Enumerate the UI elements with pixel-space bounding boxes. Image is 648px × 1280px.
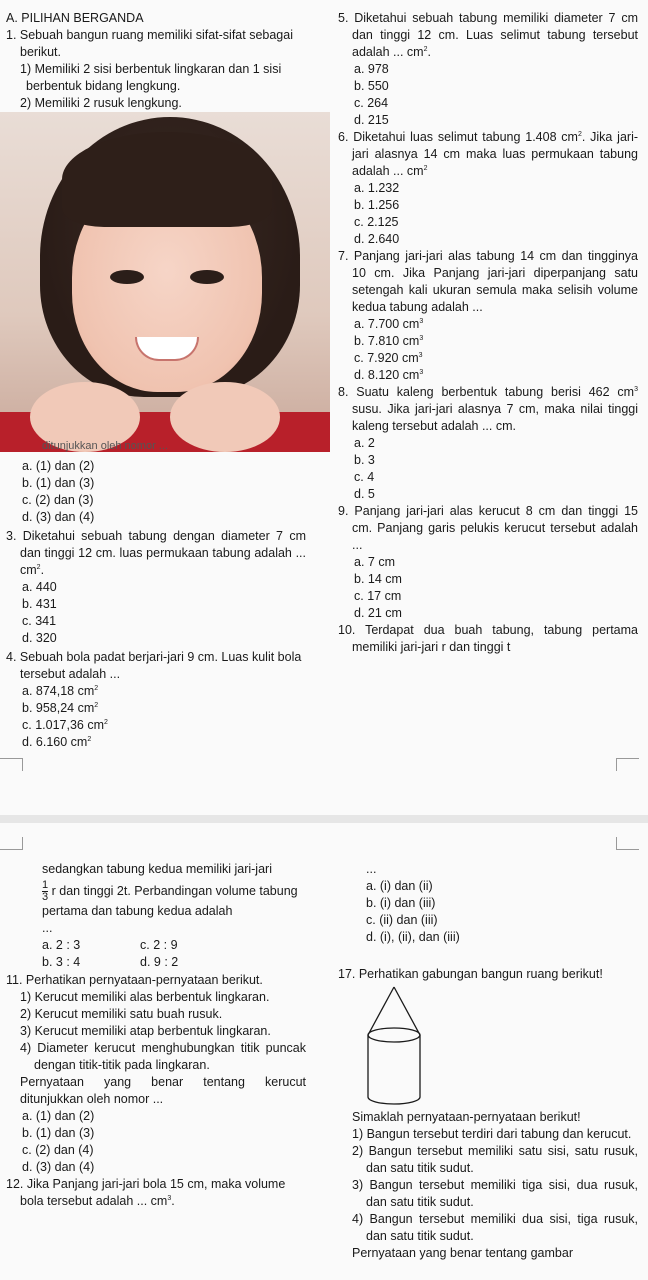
question-6-stem xyxy=(338,129,638,180)
question-1-option-c[interactable]: c. (2) dan (3) xyxy=(22,493,94,507)
q7-a-text: a. 7.700 cm xyxy=(354,317,420,331)
crop-mark-top-left xyxy=(0,837,23,850)
question-7-option-a[interactable] xyxy=(338,316,638,333)
cylinder-top-ellipse xyxy=(368,1028,420,1042)
question-7-option-d[interactable] xyxy=(338,367,638,384)
question-11-option-c[interactable]: c. (2) dan (4) xyxy=(22,1143,94,1157)
question-9-option-d[interactable]: d. 21 cm xyxy=(354,606,402,620)
question-10-option-b[interactable]: b. 3 : 4 xyxy=(42,955,81,969)
question-9-option-a[interactable]: a. 7 cm xyxy=(354,555,395,569)
question-11-stem: 11. Perhatikan pernyataan-pernyataan berikut. xyxy=(6,973,263,987)
question-4-option-b[interactable] xyxy=(6,700,306,717)
right-column xyxy=(338,10,638,656)
question-17-tail: Pernyataan yang benar tentang gambar xyxy=(352,1246,573,1260)
q5-tail: . xyxy=(427,45,431,59)
question-8-option-b[interactable]: b. 3 xyxy=(354,453,375,467)
q4-b-sup: 2 xyxy=(94,702,99,709)
question-1-stem: 1. Sebuah bangun ruang memiliki sifat-sifat sebagai berikut. xyxy=(6,28,293,59)
question-6-option-b[interactable]: b. 1.256 xyxy=(354,198,400,212)
q4-c-sup: 2 xyxy=(104,719,108,726)
question-10-option-d[interactable]: d. 9 : 2 xyxy=(140,955,179,969)
crop-mark-top-right xyxy=(616,837,639,850)
question-3-option-c[interactable]: c. 341 xyxy=(22,614,57,628)
question-5-option-a[interactable]: a. 978 xyxy=(354,62,389,76)
question-17-item-4: 4) Bangun tersebut memiliki dua sisi, tiga rusuk, dan satu titik sudut. xyxy=(352,1212,638,1243)
question-7-option-b[interactable] xyxy=(338,333,638,350)
question-5-option-c[interactable]: c. 264 xyxy=(354,96,389,110)
question-3-option-b[interactable]: b. 431 xyxy=(22,597,57,611)
page2-left-column xyxy=(6,861,306,1210)
question-1-cut-text xyxy=(42,440,342,452)
cone-on-cylinder-figure xyxy=(338,983,638,1109)
question-10-option-c[interactable]: c. 2 : 9 xyxy=(140,938,178,952)
q6-text2: . Jika jari-jari alasnya 14 cm maka luas permukaan tabung adalah ... cm xyxy=(352,130,639,178)
question-17-item-1: 1) Bangun tersebut terdiri dari tabung dan kerucut. xyxy=(352,1127,632,1141)
q4-d-sup: 2 xyxy=(87,736,92,743)
q8-text2: susu. Jika jari-jari alasnya 7 cm, maka nilai tinggi kaleng tersebut adalah ... cm. xyxy=(352,402,638,433)
question-5-option-b[interactable]: b. 550 xyxy=(354,79,389,93)
question-1-option-d[interactable]: d. (3) dan (4) xyxy=(22,510,95,524)
cut-text: ditunjukkan oleh nomor ... xyxy=(42,440,168,452)
worksheet-page-2 xyxy=(0,823,648,1280)
question-8-option-c[interactable]: c. 4 xyxy=(354,470,375,484)
question-11-option-b[interactable]: b. (1) dan (3) xyxy=(22,1126,95,1140)
question-9-option-b[interactable]: b. 14 cm xyxy=(354,572,402,586)
q5-text: 5. Diketahui sebuah tabung memiliki diameter 7 cm dan tinggi 12 cm. Luas selimut tabung tersebut adalah ... cm xyxy=(338,11,638,59)
question-10-option-a[interactable]: a. 2 : 3 xyxy=(42,938,81,952)
question-11-tail: Pernyataan yang benar tentang kerucut ditunjukkan oleh nomor ... xyxy=(20,1075,306,1106)
question-17-stem: 17. Perhatikan gabungan bangun ruang berikut! xyxy=(338,967,603,981)
question-8-stem xyxy=(338,384,638,435)
question-16-option-c[interactable]: c. (ii) dan (iii) xyxy=(366,913,438,927)
question-3-option-d[interactable]: d. 320 xyxy=(22,631,57,645)
q3-text: 3. Diketahui sebuah tabung dengan diameter 7 cm dan tinggi 12 cm. luas permukaan tabung adalah ... cm xyxy=(6,529,306,577)
question-11-option-a[interactable]: a. (1) dan (2) xyxy=(22,1109,95,1123)
q4-a-text: a. 874,18 cm xyxy=(22,684,95,698)
question-7-stem: 7. Panjang jari-jari alas tabung 14 cm dan tingginya 10 cm. Jika Panjang jari-jari diperpanjang satu setengah kali ukuran semula maka selisih volume kedua tabung adalah ... xyxy=(338,249,638,314)
question-16-option-d[interactable]: d. (i), (ii), dan (iii) xyxy=(366,930,460,944)
question-10-stem: 10. Terdapat dua buah tabung, tabung pertama memiliki jari-jari r dan tinggi t xyxy=(338,623,638,654)
question-1-point-1: 1) Memiliki 2 sisi berbentuk lingkaran dan 1 sisi berbentuk bidang lengkung. xyxy=(20,62,282,93)
question-3-option-a[interactable]: a. 440 xyxy=(22,580,57,594)
fraction-numerator: 1 xyxy=(42,879,49,891)
page2-right-column xyxy=(338,861,638,1262)
question-10-options xyxy=(6,937,306,971)
q12-sup: 3 xyxy=(167,1195,172,1202)
q6-sup2: 2 xyxy=(423,165,428,172)
q7-b-text: b. 7.810 cm xyxy=(354,334,420,348)
cone-cylinder-svg xyxy=(338,983,638,1109)
q5-sup: 2 xyxy=(423,46,428,53)
question-4-stem: 4. Sebuah bola padat berjari-jari 9 cm. Luas kulit bola tersebut adalah ... xyxy=(6,650,302,681)
q6-sup1: 2 xyxy=(577,131,582,138)
q7-c-text: c. 7.920 cm xyxy=(354,351,419,365)
cylinder-bottom-arc xyxy=(368,1097,420,1104)
crop-mark-bottom-right xyxy=(616,758,639,771)
photo-eye-right xyxy=(190,270,224,284)
question-11-item-3: 3) Kerucut memiliki atap berbentuk lingkaran. xyxy=(20,1024,271,1038)
question-11-item-2: 2) Kerucut memiliki satu buah rusuk. xyxy=(20,1007,223,1021)
question-11-item-4: 4) Diameter kerucut menghubungkan titik puncak dengan titik-titik pada lingkaran. xyxy=(20,1041,306,1072)
q7-d-text: d. 8.120 cm xyxy=(354,368,420,382)
fraction-one-third xyxy=(42,880,48,903)
q4-d-text: d. 6.160 cm xyxy=(22,735,88,749)
fraction-denominator: 3 xyxy=(42,891,49,903)
question-12-stem xyxy=(6,1176,306,1210)
question-16-option-a[interactable]: a. (i) dan (ii) xyxy=(366,879,433,893)
question-6-option-d[interactable]: d. 2.640 xyxy=(354,232,400,246)
question-10-fraction-line xyxy=(6,880,306,920)
q7-d-sup: 3 xyxy=(419,369,424,376)
question-1-option-b[interactable]: b. (1) dan (3) xyxy=(22,476,95,490)
question-4-option-c[interactable] xyxy=(6,717,306,734)
question-4-option-a[interactable] xyxy=(6,683,306,700)
q12-tail: . xyxy=(171,1194,175,1208)
q4-c-text: c. 1.017,36 cm xyxy=(22,718,104,732)
photo-bangs xyxy=(62,132,272,227)
question-7-option-c[interactable] xyxy=(338,350,638,367)
question-1-point-2: 2) Memiliki 2 rusuk lengkung. xyxy=(20,96,182,110)
question-17-intro: Simaklah pernyataan-pernyataan berikut! xyxy=(352,1110,581,1124)
q10-cont2: r dan tinggi 2t. Perbandingan volume tabung pertama dan tabung kedua adalah xyxy=(42,883,298,918)
question-6-option-a[interactable]: a. 1.232 xyxy=(354,181,400,195)
page-separator xyxy=(0,815,648,823)
question-1-option-a[interactable]: a. (1) dan (2) xyxy=(22,459,95,473)
q3-sup: 2 xyxy=(36,564,41,571)
question-11-option-d[interactable]: d. (3) dan (4) xyxy=(22,1160,95,1174)
question-16-option-b[interactable]: b. (i) dan (iii) xyxy=(366,896,436,910)
q3-tail: . xyxy=(40,563,45,577)
q8-text: 8. Suatu kaleng berbentuk tabung berisi 462 cm xyxy=(338,385,635,399)
q4-b-text: b. 958,24 cm xyxy=(22,701,95,715)
q4-a-sup: 2 xyxy=(94,685,99,692)
question-9-stem: 9. Panjang jari-jari alas kerucut 8 cm dan tinggi 15 cm. Panjang garis pelukis kerucut tersebut adalah ... xyxy=(338,504,638,552)
question-5-option-d[interactable]: d. 215 xyxy=(354,113,389,127)
question-16-dots: ... xyxy=(366,862,377,876)
question-8-option-a[interactable]: a. 2 xyxy=(354,436,375,450)
crop-mark-bottom-left xyxy=(0,758,23,771)
question-9-option-c[interactable]: c. 17 cm xyxy=(354,589,402,603)
question-3-stem xyxy=(6,528,306,579)
question-10-dots: ... xyxy=(42,921,53,935)
question-5-stem xyxy=(338,10,638,61)
left-column-bottom xyxy=(6,458,306,751)
q12-text: 12. Jika Panjang jari-jari bola 15 cm, maka volume bola tersebut adalah ... cm xyxy=(6,1177,286,1208)
q7-c-sup: 3 xyxy=(418,352,423,359)
question-4-option-d[interactable] xyxy=(6,734,306,751)
question-10-continued: sedangkan tabung kedua memiliki jari-jari xyxy=(42,862,272,876)
question-17-item-3: 3) Bangun tersebut memiliki tiga sisi, dua rusuk, dan satu titik sudut. xyxy=(352,1178,638,1209)
q7-a-sup: 3 xyxy=(419,318,424,325)
question-11-item-1: 1) Kerucut memiliki alas berbentuk lingkaran. xyxy=(20,990,270,1004)
question-17-item-2: 2) Bangun tersebut memiliki satu sisi, satu rusuk, dan satu titik sudut. xyxy=(352,1144,638,1175)
left-column-top xyxy=(6,10,306,112)
photo-eye-left xyxy=(110,270,144,284)
question-8-option-d[interactable]: d. 5 xyxy=(354,487,375,501)
q6-text: 6. Diketahui luas selimut tabung 1.408 cm xyxy=(338,130,578,144)
section-title: A. PILIHAN BERGANDA xyxy=(6,11,144,25)
q8-sup: 3 xyxy=(634,386,638,393)
q7-b-sup: 3 xyxy=(419,335,424,342)
question-6-option-c[interactable]: c. 2.125 xyxy=(354,215,399,229)
child-photo-overlay xyxy=(0,112,330,452)
